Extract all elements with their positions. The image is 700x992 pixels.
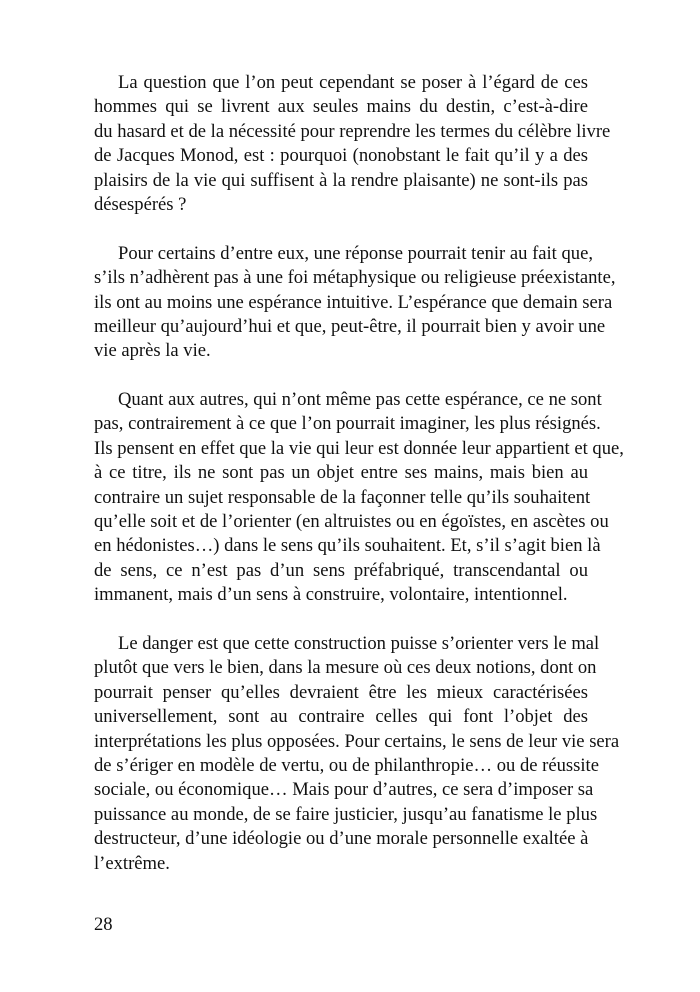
text-line: en hédonistes…) dans le sens qu’ils souhaitent. Et, s’il s’agit bien là	[94, 535, 601, 557]
text-line: Pour certains d’entre eux, une réponse pourrait tenir au fait que,	[118, 242, 593, 264]
text-line: sociale, ou économique… Mais pour d’autres, ce sera d’imposer sa	[94, 779, 594, 801]
text-line: plaisirs de la vie qui suffisent à la rendre plaisante) ne sont-ils pas	[94, 169, 588, 191]
text-line: du hasard et de la nécessité pour reprendre les termes du célèbre livre	[94, 120, 611, 142]
paragraph	[94, 388, 624, 608]
text-line: immanent, mais d’un sens à construire, volontaire, intentionnel.	[94, 584, 568, 606]
text-line: Ils pensent en effet que la vie qui leur est donnée leur appartient et que,	[94, 437, 624, 459]
text-line: destructeur, d’une idéologie ou d’une morale personnelle exaltée à	[94, 828, 589, 850]
text-line: La question que l’on peut cependant se poser à l’égard de ces	[118, 72, 588, 93]
text-line: pas, contrairement à ce que l’on pourrait imaginer, les plus résignés.	[94, 413, 601, 435]
text-line: s’ils n’adhèrent pas à une foi métaphysique ou religieuse préexistante,	[94, 267, 616, 289]
text-line: contraire un sujet responsable de la façonner telle qu’ils souhaitent	[94, 486, 591, 508]
text-line: de Jacques Monod, est : pourquoi (nonobstant le fait qu’il y a des	[94, 145, 588, 167]
text-line: de sens, ce n’est pas d’un sens préfabriqué, transcendantal ou	[94, 559, 588, 581]
page-number: 28	[94, 914, 113, 935]
text-line: vie après la vie.	[94, 340, 211, 362]
text-line: pourrait penser qu’elles devraient être les mieux caractérisées	[94, 681, 588, 703]
text-line: de s’ériger en modèle de vertu, ou de philanthropie… ou de réussite	[94, 754, 599, 776]
text-line: puissance au monde, de se faire justicier, jusqu’au fanatisme le plus	[94, 803, 598, 825]
text-line: universellement, sont au contraire celles qui font l’objet des	[94, 706, 588, 728]
text-line: interprétations les plus opposées. Pour certains, le sens de leur vie sera	[94, 730, 620, 752]
text-line: à ce titre, ils ne sont pas un objet entre ses mains, mais bien au	[94, 462, 588, 484]
text-line: désespérés ?	[94, 193, 187, 215]
text-line: Quant aux autres, qui n’ont même pas cette espérance, ce ne sont	[118, 389, 602, 411]
text-line: ils ont au moins une espérance intuitive. L’espérance que demain sera	[94, 291, 613, 313]
page-body	[94, 71, 624, 900]
text-line: plutôt que vers le bien, dans la mesure où ces deux notions, dont on	[94, 657, 597, 679]
text-line: l’extrême.	[94, 852, 170, 874]
text-line: hommes qui se livrent aux seules mains du destin, c’est-à-dire	[94, 96, 588, 118]
paragraph	[94, 71, 611, 217]
text-line: qu’elle soit et de l’orienter (en altruistes ou en égoïstes, en ascètes ou	[94, 511, 609, 533]
text-line: Le danger est que cette construction puisse s’orienter vers le mal	[118, 632, 600, 654]
paragraph	[94, 242, 616, 364]
paragraph	[94, 632, 620, 876]
text-line: meilleur qu’aujourd’hui et que, peut-être, il pourrait bien y avoir une	[94, 315, 606, 337]
